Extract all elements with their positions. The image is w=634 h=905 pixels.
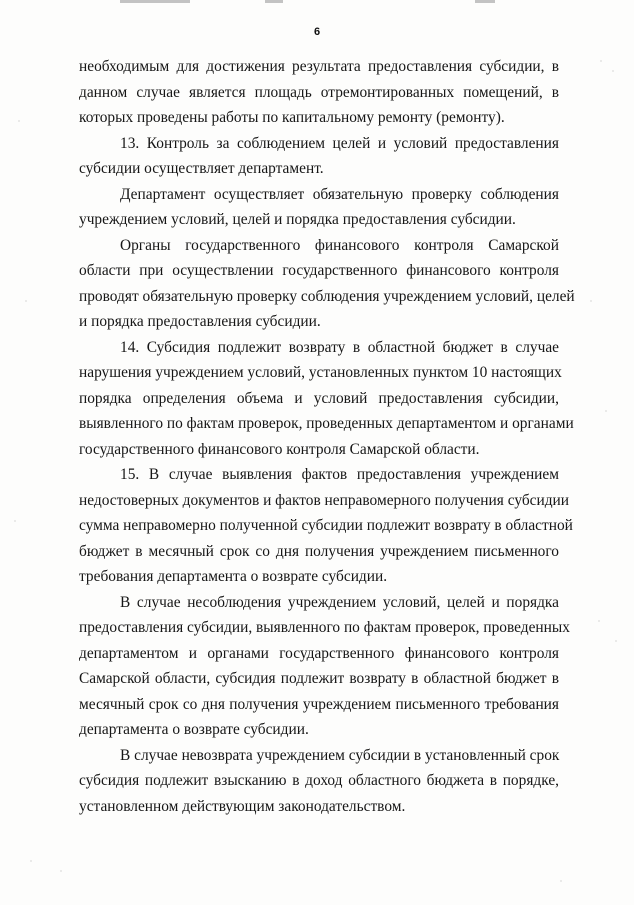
text-line: проводят обязательную проверку соблюдения учреждением условий, целей — [79, 287, 575, 305]
text-line: порядка определения объема и условий предоставления субсидии, — [79, 389, 559, 407]
scan-speck — [612, 70, 614, 72]
text-line: необходимым для достижения результата предоставления субсидии, в — [79, 58, 559, 75]
text-line: Департамент осуществляет обязательную проверку соблюдения — [120, 185, 559, 203]
text-line: В случае несоблюдения учреждением условий, целей и порядка — [120, 593, 559, 611]
text-line: и порядка предоставления субсидии. — [79, 313, 321, 330]
text-line: требования департамента о возврате субсидии. — [79, 568, 388, 585]
scan-edge-mark — [265, 0, 283, 3]
text-line: которых проведены работы по капитальному ремонту (ремонту). — [79, 109, 505, 126]
text-line: недостоверных документов и фактов неправомерного получения субсидии — [79, 491, 570, 509]
text-line: сумма неправомерно полученной субсидии подлежит возврату в областной — [79, 517, 573, 534]
scan-speck — [14, 520, 16, 522]
scan-speck — [25, 300, 27, 302]
text-line: данном случае является площадь отремонтированных помещений, в — [79, 83, 559, 101]
scan-speck — [18, 120, 20, 122]
text-line: месячный срок со дня получения учреждением письменного требования — [79, 695, 559, 713]
text-line: субсидия подлежит взысканию в доход областного бюджета в порядке, — [79, 772, 559, 789]
page-number: 6 — [313, 26, 321, 38]
text-line: субсидии осуществляет департамент. — [79, 160, 324, 177]
text-line: области при осуществлении государственного финансового контроля — [79, 262, 559, 279]
scan-speck — [598, 620, 600, 622]
text-line: 15. В случае выявления фактов предоставления учреждением — [120, 466, 559, 483]
text-line: В случае невозврата учреждением субсидии в установленный срок — [120, 746, 560, 764]
text-line: бюджет в месячный срок со дня получения учреждением письменного — [79, 542, 559, 560]
scan-edge-mark — [120, 0, 190, 3]
text-line: Самарской области, субсидия подлежит возврату в областной бюджет в — [79, 670, 559, 687]
text-line: департаментом и органами государственного финансового контроля — [79, 644, 559, 662]
text-line: государственного финансового контроля Самарской области. — [79, 440, 480, 458]
scan-speck — [560, 880, 562, 882]
text-line: нарушения учреждением условий, установленных пунктом 10 настоящих — [79, 364, 562, 381]
scan-speck — [30, 860, 32, 862]
text-line: 13. Контроль за соблюдением целей и условий предоставления — [120, 134, 559, 152]
document-body — [79, 54, 575, 819]
text-line: выявленного по фактам проверок, проведенных департаментом и органами — [79, 415, 574, 432]
scan-speck — [600, 60, 602, 62]
scan-speck — [60, 870, 62, 872]
text-line: учреждением условий, целей и порядка предоставления субсидии. — [79, 211, 516, 228]
scan-speck — [605, 410, 607, 412]
text-line: установленном действующим законодательством. — [79, 797, 406, 815]
scan-edge-mark — [475, 0, 495, 3]
text-line: предоставления субсидии, выявленного по фактам проверок, проведенных — [79, 619, 570, 636]
scan-speck — [590, 300, 592, 302]
text-line: департамента о возврате субсидии. — [79, 721, 309, 738]
text-line: Органы государственного финансового контроля Самарской — [120, 236, 559, 254]
text-line: 14. Субсидия подлежит возврату в областной бюджет в случае — [120, 338, 559, 356]
scan-speck — [615, 640, 617, 642]
